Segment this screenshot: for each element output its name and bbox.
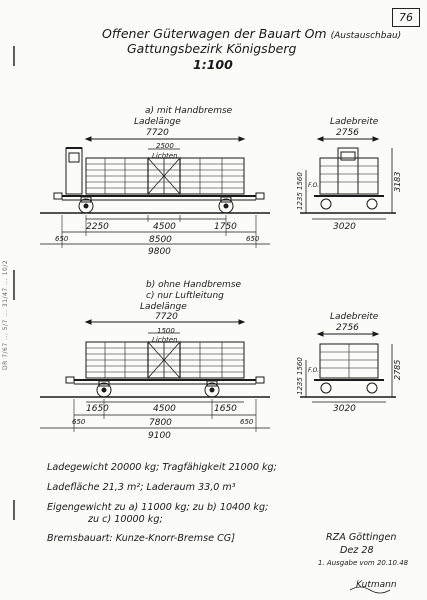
variant-b-wheelbase: 7800: [149, 418, 172, 428]
variant-b-height-b: 1235: [296, 377, 304, 395]
footer-dez: Dez 28: [340, 545, 374, 556]
variant-b-side-view: [40, 320, 270, 432]
footer-edition: 1. Ausgabe vom 20.10.48: [318, 559, 409, 567]
margin-note: DR 7/67 ... 5/7 ... 31/47 ... 10/2: [2, 259, 9, 370]
variant-b-track-width: 3020: [333, 404, 356, 414]
variant-a-dim-1: 2250: [86, 222, 109, 232]
variant-a-ladelaenge: 7720: [146, 128, 169, 138]
page-number: 76: [399, 11, 413, 24]
variant-b-dim-2: 4500: [153, 404, 176, 414]
variant-b-overhang-left: 650: [72, 418, 86, 426]
footer-signature: Kutmann: [356, 580, 397, 590]
variant-b-fo-label: F.O.: [308, 367, 319, 374]
variant-b-dim-3: 1650: [214, 404, 237, 414]
variant-b-height-total: 2785: [393, 359, 402, 380]
variant-a-ladelaenge-label: Ladelänge: [134, 117, 181, 127]
variant-b-heading: b) ohne Handbremse: [146, 280, 242, 290]
variant-a-ladebreite-label: Ladebreite: [330, 117, 379, 127]
title-line2: Gattungsbezirk Königsberg: [127, 41, 297, 56]
variant-a-total-length: 9800: [148, 247, 171, 257]
variant-a-dim-2: 4500: [153, 222, 176, 232]
variant-a-ladebreite: 2756: [336, 128, 359, 138]
variant-b-door-width: 1500: [157, 327, 175, 335]
variant-b-ladelaenge: 7720: [155, 312, 178, 322]
variant-b-total-length: 9100: [148, 431, 171, 441]
footer-office: RZA Göttingen: [326, 532, 397, 543]
variant-b-ladebreite-label: Ladebreite: [330, 312, 379, 322]
variant-a-fo-label: F.O.: [308, 182, 319, 189]
variant-b-height-a: 1560: [296, 357, 304, 375]
spec-bremse: Bremsbauart: Kunze-Knorr-Bremse CG]: [47, 533, 235, 544]
variant-a-overhang-right: 650: [246, 235, 260, 243]
variant-b-dim-1: 1650: [86, 404, 109, 414]
variant-b-ladelaenge-label: Ladelänge: [140, 302, 187, 312]
variant-a-height-total: 3183: [393, 171, 402, 192]
title-scale: 1:100: [193, 57, 233, 72]
variant-b-overhang-right: 650: [240, 418, 254, 426]
variant-b-ladebreite: 2756: [336, 323, 359, 333]
variant-a-dim-3: 1750: [214, 222, 237, 232]
variant-a-side-view: [40, 137, 270, 248]
variant-a-height-b: 1235: [296, 192, 304, 210]
variant-a-wheelbase: 8500: [149, 235, 172, 245]
variant-a-heading: a) mit Handbremse: [145, 106, 233, 116]
title-note: (Austauschbau): [330, 31, 402, 41]
variant-a-end-view: [300, 137, 396, 219]
variant-a-height-a: 1560: [296, 172, 304, 190]
variant-a-door-label: Lichten: [152, 152, 178, 160]
variant-c-heading: c) nur Luftleitung: [146, 291, 224, 301]
variant-a-track-width: 3020: [333, 222, 356, 232]
variant-a-overhang-left: 650: [55, 235, 69, 243]
spec-ladegewicht: Ladegewicht 20000 kg; Tragfähigkeit 21000 kg;: [47, 462, 277, 473]
title-main: Offener Güterwagen der Bauart Om: [102, 26, 327, 41]
spec-ladeflaeche: Ladefläche 21,3 m²; Laderaum 33,0 m³: [47, 482, 236, 493]
spec-eigengewicht-1: Eigengewicht zu a) 11000 kg; zu b) 10400 kg;: [47, 502, 269, 513]
variant-a-door-width: 2500: [156, 142, 174, 150]
variant-b-door-label: Lichten: [152, 336, 178, 344]
spec-eigengewicht-2: zu c) 10000 kg;: [88, 514, 163, 525]
